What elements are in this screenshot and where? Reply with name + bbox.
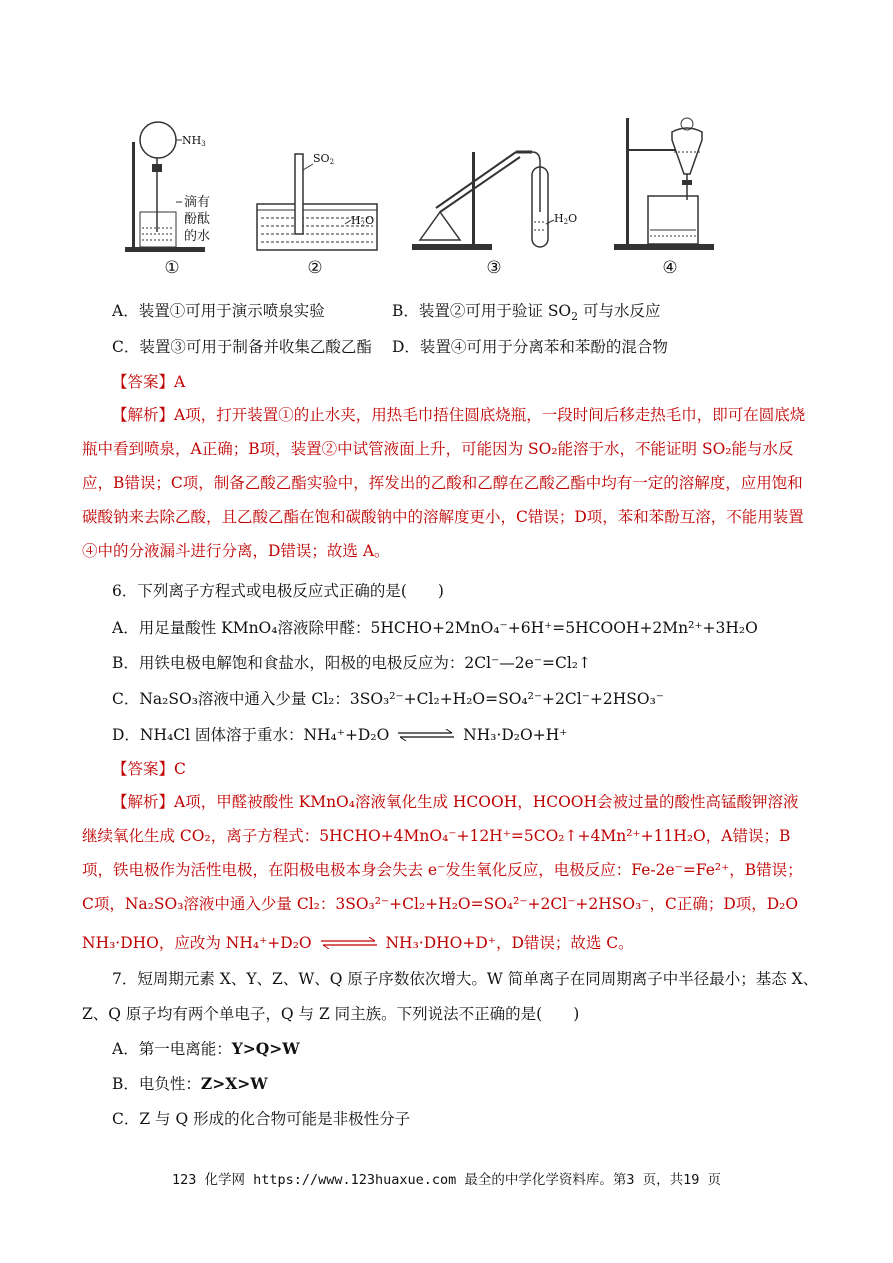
figure-1-label: ① <box>164 258 180 278</box>
q6-stem: 6．下列离子方程式或电极反应式正确的是( ) <box>112 582 444 600</box>
page-footer: 123 化学网 https://www.123huaxue.com 最全的中学化学资料库。第3 页，共19 页 <box>171 1172 722 1188</box>
q6-answer: 【答案】C <box>112 760 186 778</box>
q5-option-c: C．装置③可用于制备并收集乙酸乙酯 <box>112 338 372 356</box>
svg-text:NH3: NH3 <box>182 134 206 148</box>
figure-2-label: ② <box>307 258 323 278</box>
svg-text:的水: 的水 <box>184 229 211 244</box>
q5-option-b: B．装置②可用于验证 $SO_2$ 可与水反应 <box>392 302 661 324</box>
svg-text:H2O: H2O <box>554 212 578 226</box>
fountain-apparatus-drawing <box>120 112 240 257</box>
svg-text:滴有: 滴有 <box>184 195 211 210</box>
q7-option-b: B．电负性：Z>X>W <box>112 1074 268 1093</box>
svg-text:H2O: H2O <box>351 214 375 228</box>
q6-option-a: A．用足量酸性 KMnO₄溶液除甲醛：5HCHO+2MnO₄⁻+6H⁺=5HCOOH+2Mn²⁺+3H₂O <box>112 619 758 637</box>
distillation-drawing <box>410 112 580 257</box>
q6-analysis-part-2: NH₃·DHO，应改为 NH₄⁺+D₂O NH₃·DHO+D⁺，D错误；故选 C。 <box>82 932 634 955</box>
svg-text:SO2: SO2 <box>313 152 335 166</box>
q5-analysis: 【解析】A项，打开装置①的止水夹，用热毛巾捂住圆底烧瓶，一段时间后移走热毛巾，即可在圆底烧瓶中看到喷泉，A正确；B项，装置②中试管液面上升，可能因为 SO₂能溶于水，不能证明 SO₂能与水反应，B错误；C项，制备乙酸乙酯实验中，挥发出的乙酸和乙醇在乙酸乙酯中均有一定的溶解度，应用饱和碳酸钠来去除乙酸，且乙酸乙酯在饱和碳酸钠中的溶解度更小，C错误；D项，苯和苯酚互溶，不能用装置④中的分液漏斗进行分离，D错误；故选 A。 <box>82 406 806 560</box>
q7-stem-line-2: Z、Q 原子均有两个单电子，Q 与 Z 同主族。下列说法不正确的是( ) <box>82 1005 580 1023</box>
q7-stem-line-1: 7．短周期元素 X、Y、Z、W、Q 原子序数依次增大。W 简单离子在同周期离子中半径最小；基态 X、 <box>112 970 819 988</box>
q6-option-d: D．NH₄Cl 固体溶于重水：NH₄⁺+D₂O NH₃·D₂O+H⁺ <box>112 724 567 747</box>
figure-4-separatory-funnel <box>610 112 730 278</box>
equilibrium-arrow-icon <box>398 725 454 747</box>
figure-3-label: ③ <box>486 258 502 278</box>
q7-option-a: A．第一电离能：Y>Q>W <box>112 1039 300 1058</box>
so2-tube-drawing <box>255 112 395 257</box>
equilibrium-arrow-icon <box>321 933 377 955</box>
q5-option-a: A．装置①可用于演示喷泉实验 <box>112 302 325 320</box>
figure-3-reflux-collection-apparatus <box>410 112 580 278</box>
svg-text:酚酞: 酚酞 <box>184 212 211 227</box>
q7-option-c: C．Z 与 Q 形成的化合物可能是非极性分子 <box>112 1110 411 1128</box>
figure-4-label: ④ <box>662 258 678 278</box>
q6-option-b: B．用铁电极电解饱和食盐水，阳极的电极反应为：2Cl⁻—2e⁻=Cl₂↑ <box>112 654 591 672</box>
q5-option-d: D．装置④可用于分离苯和苯酚的混合物 <box>392 338 668 356</box>
figure-1-fountain-apparatus <box>120 112 240 278</box>
q5-answer: 【答案】A <box>112 373 186 391</box>
q6-option-c: C．Na₂SO₃溶液中通入少量 Cl₂：3SO₃²⁻+Cl₂+H₂O=SO₄²⁻+2Cl⁻+2HSO₃⁻ <box>112 690 664 708</box>
separatory-funnel-drawing <box>610 112 730 257</box>
q6-analysis-part-1: 【解析】A项，甲醛被酸性 KMnO₄溶液氧化生成 HCOOH，HCOOH会被过量的酸性高锰酸钾溶液继续氧化生成 CO₂，离子方程式：5HCHO+4MnO₄⁻+12H⁺=5CO₂↑+4Mn²⁺+11H₂O，A错误；B项，铁电极作为活性电极，在阳极电极本身会失去 e⁻发生氧化反应，电极反应：Fe-2e⁻=Fe²⁺，B错误；C项，Na₂SO₃溶液中通入少量 Cl₂：3SO₃²⁻+Cl₂+H₂O=SO₄²⁻+2Cl⁻+2HSO₃⁻，C正确；D项，D₂O <box>82 793 803 913</box>
figure-2-test-tube-in-water <box>255 112 395 278</box>
apparatus-figures <box>110 112 730 280</box>
